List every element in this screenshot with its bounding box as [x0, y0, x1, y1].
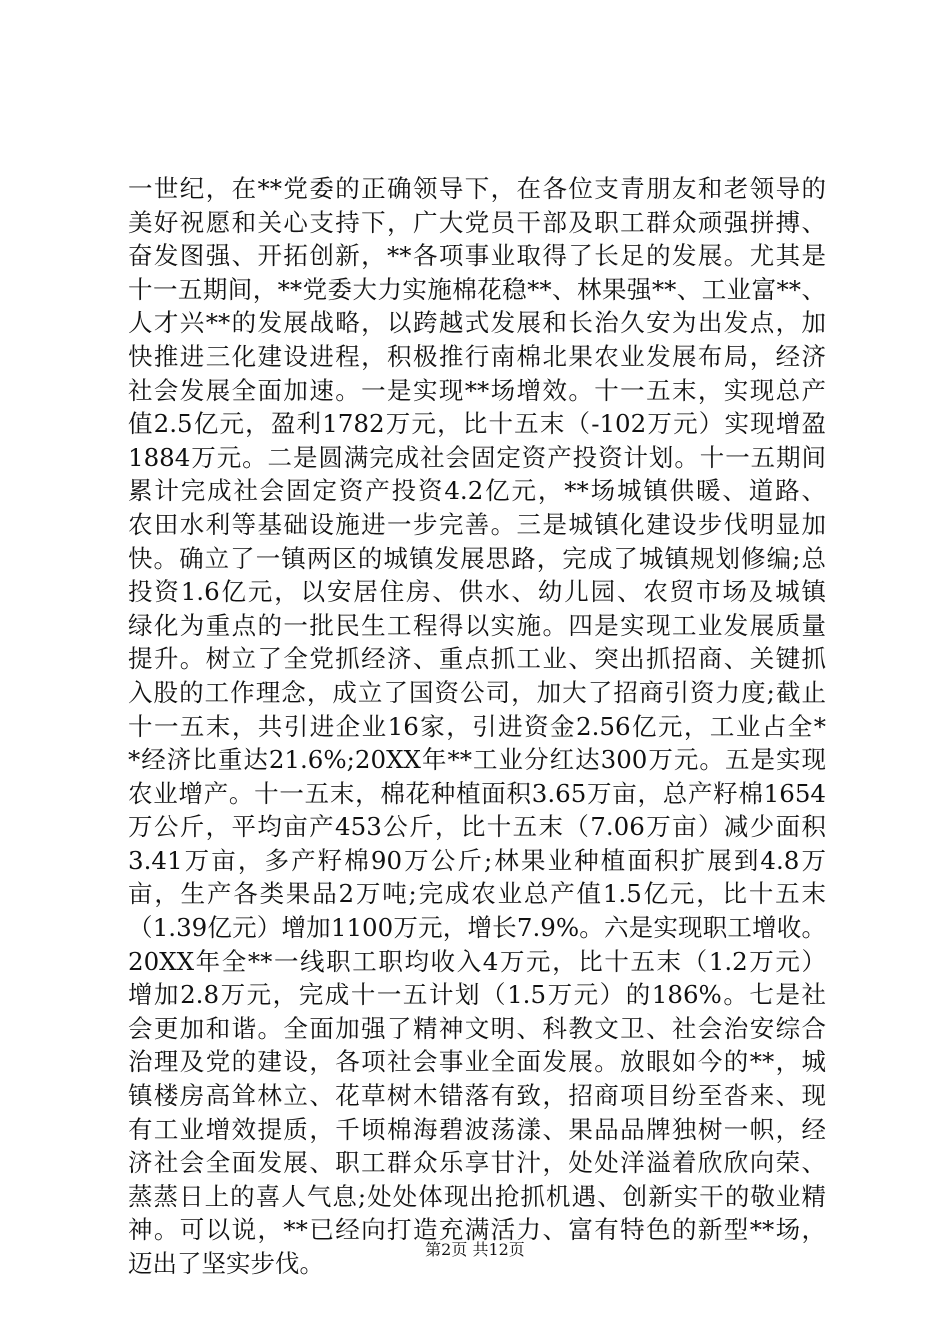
text-line: 入股的工作理念，成立了国资公司，加大了招商引资力度;截止 [128, 677, 826, 707]
text-line: 有工业增效提质，千顷棉海碧波荡漾、果品品牌独树一帜，经 [128, 1114, 826, 1144]
text-line: 投资1.6亿元，以安居住房、供水、幼儿园、农贸市场及城镇 [128, 577, 826, 607]
text-line: 累计完成社会固定资产投资4.2亿元，**场城镇供暖、道路、 [128, 476, 826, 506]
text-line: 1884万元。二是圆满完成社会固定资产投资计划。十一五期间 [128, 442, 826, 472]
text-line: 提升。树立了全党抓经济、重点抓工业、突出抓招商、关键抓 [128, 644, 826, 674]
text-line: 绿化为重点的一批民生工程得以实施。四是实现工业发展质量 [128, 610, 826, 640]
text-line: 镇楼房高耸林立、花草树木错落有致，招商项目纷至沓来、现 [128, 1081, 826, 1111]
text-line: 蒸蒸日上的喜人气息;处处体现出抢抓机遇、创新实干的敬业精 [128, 1181, 826, 1211]
text-line: 十一五末，共引进企业16家，引进资金2.56亿元，工业占全* [128, 711, 826, 741]
text-line: 会更加和谐。全面加强了精神文明、科教文卫、社会治安综合 [128, 1013, 826, 1043]
text-line: 治理及党的建设，各项社会事业全面发展。放眼如今的**，城 [128, 1047, 826, 1077]
text-line: 奋发图强、开拓创新，**各项事业取得了长足的发展。尤其是 [128, 241, 826, 271]
text-line: 社会发展全面加速。一是实现**场增效。十一五末，实现总产 [128, 375, 826, 405]
text-line: 万公斤，平均亩产453公斤，比十五末（7.06万亩）减少面积 [128, 812, 826, 842]
text-line: 值2.5亿元，盈利1782万元，比十五末（-102万元）实现增盈 [128, 409, 826, 439]
text-line: 迈出了坚实步伐。 [128, 1249, 324, 1278]
text-line: 快。确立了一镇两区的城镇发展思路，完成了城镇规划修编;总 [128, 543, 826, 573]
text-line: 济社会全面发展、职工群众乐享甘汁，处处洋溢着欣欣向荣、 [128, 1148, 826, 1178]
text-line: *经济比重达21.6%;20XX年**工业分红达300万元。五是实现 [128, 745, 826, 775]
text-line: 亩，生产各类果品2万吨;完成农业总产值1.5亿元，比十五末 [128, 879, 826, 909]
text-line: 3.41万亩，多产籽棉90万公斤;林果业种植面积扩展到4.8万 [128, 845, 826, 875]
text-line: 增加2.8万元，完成十一五计划（1.5万元）的186%。七是社 [128, 980, 826, 1010]
body-paragraph [128, 172, 826, 1281]
text-line: 快推进三化建设进程，积极推行南棉北果农业发展布局，经济 [128, 341, 826, 371]
text-line: 十一五期间，**党委大力实施棉花稳**、林果强**、工业富**、 [128, 274, 826, 304]
text-line: 一世纪，在**党委的正确领导下，在各位支青朋友和老领导的 [128, 174, 826, 203]
text-line: （1.39亿元）增加1100万元，增长7.9%。六是实现职工增收。 [128, 913, 826, 943]
text-line: 农业增产。十一五末，棉花种植面积3.65万亩，总产籽棉1654 [128, 778, 826, 808]
text-line: 美好祝愿和关心支持下，广大党员干部及职工群众顽强拼搏、 [128, 207, 826, 237]
page-number-footer: 第2页 共12页 [425, 1240, 525, 1259]
text-line: 20XX年全**一线职工职均收入4万元，比十五末（1.2万元） [128, 946, 826, 976]
text-line: 人才兴**的发展战略，以跨越式发展和长治久安为出发点，加 [128, 308, 826, 338]
text-line: 农田水利等基础设施进一步完善。三是城镇化建设步伐明显加 [128, 509, 826, 539]
text-line: 神。可以说，**已经向打造充满活力、富有特色的新型**场， [128, 1215, 826, 1245]
